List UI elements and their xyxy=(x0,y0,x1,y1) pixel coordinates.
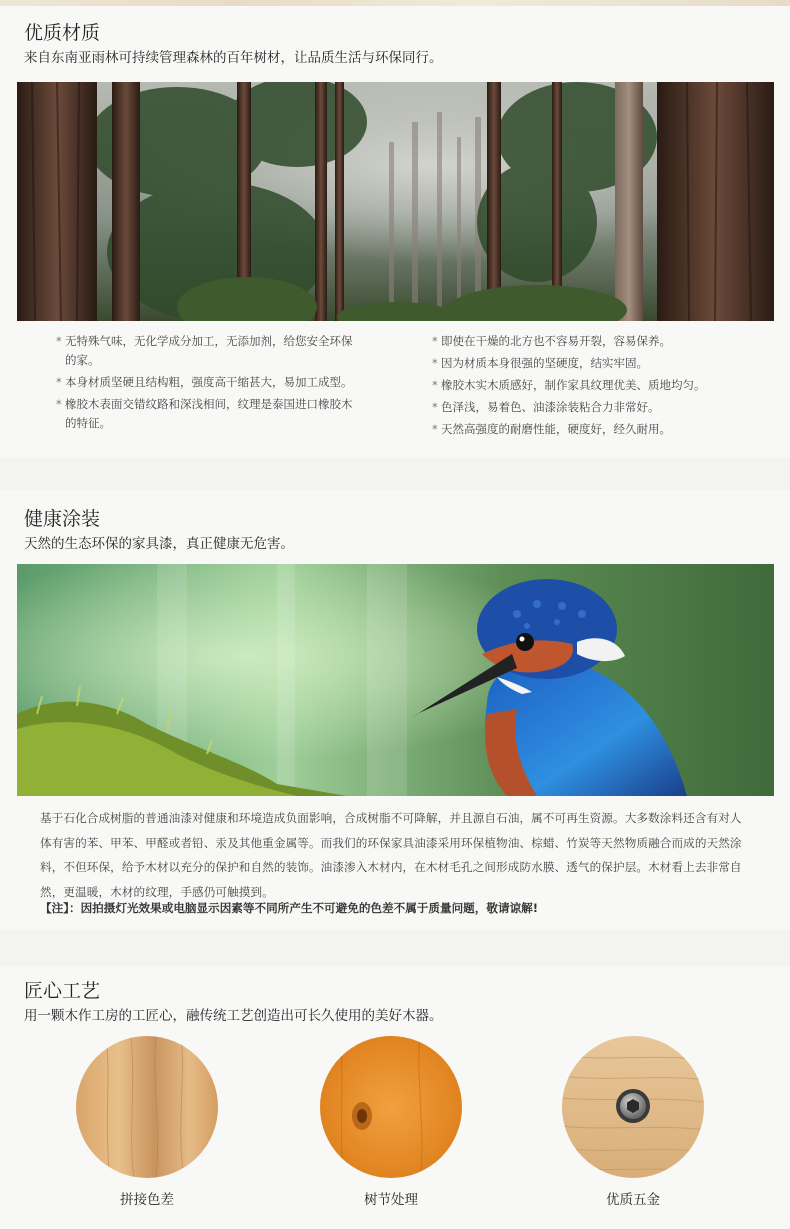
list-item: * 无特殊气味，无化学成分加工，无添加剂，给您安全环保的家。 xyxy=(56,334,353,367)
list-item: * 本身材质坚硬且结构粗，强度高干缩甚大，易加工成型。 xyxy=(56,375,353,389)
craft-item-joint xyxy=(57,1036,237,1208)
material-features-right xyxy=(432,332,752,442)
wood-knot-disc-icon xyxy=(320,1036,462,1178)
craft-item-hardware xyxy=(543,1036,723,1208)
craft-label: 树节处理 xyxy=(364,1192,418,1208)
material-section xyxy=(0,6,790,458)
coating-title: 健康涂装 xyxy=(24,508,101,530)
craft-subtitle: 用一颗木作工房的工匠心，融传统工艺创造出可长久使用的美好木器。 xyxy=(24,1008,443,1024)
craft-label: 拼接色差 xyxy=(120,1192,174,1208)
craft-section xyxy=(0,966,790,1229)
list-item: * 天然高强度的耐磨性能，硬度好，经久耐用。 xyxy=(432,422,671,436)
list-item: * 色泽浅，易着色、油漆涂装粘合力非常好。 xyxy=(432,400,660,414)
color-disclaimer-note: 【注】：因拍摄灯光效果或电脑显示因素等不同所产生不可避免的色差不属于质量问题，敬请谅解! xyxy=(40,901,539,915)
hardware-screw-disc-icon xyxy=(562,1036,704,1178)
coating-subtitle: 天然的生态环保的家具漆，真正健康无危害。 xyxy=(24,536,294,552)
craft-title: 匠心工艺 xyxy=(24,980,101,1002)
kingfisher-photo-icon xyxy=(17,564,774,796)
craft-label: 优质五金 xyxy=(606,1192,660,1208)
list-item: * 橡胶木表面交错纹路和深浅相间，纹理是泰国进口橡胶木的特征。 xyxy=(56,397,353,430)
wood-joint-disc-icon xyxy=(76,1036,218,1178)
coating-description: 基于石化合成树脂的普通油漆对健康和环境造成负面影响，合成树脂不可降解，并且源自石油，属不可再生资源。大多数涂料还含有对人体有害的苯、甲苯、甲醛或者铅、汞及其他重金属等。而我们的环保家具油漆采用环保植物油、棕蜡、竹炭等天然物质融合而成的天然涂料，不但环保，给予木材以充分的保护和自然的装饰。油漆渗入木材内，在木材毛孔之间形成防水膜、透气的保护层。木材看上去非常自然，更温暖，木材的纹理，手感仍可触摸到。 xyxy=(40,811,742,899)
list-item: * 橡胶木实木质感好，制作家具纹理优美、质地均匀。 xyxy=(432,378,706,392)
craft-item-knot xyxy=(301,1036,481,1208)
list-item: * 即使在干燥的北方也不容易开裂，容易保养。 xyxy=(432,334,671,348)
list-item: * 因为材质本身很强的坚硬度，结实牢固。 xyxy=(432,356,648,370)
material-title: 优质材质 xyxy=(24,22,101,44)
forest-photo-icon xyxy=(17,82,774,321)
material-features-left xyxy=(56,332,356,436)
material-subtitle: 来自东南亚雨林可持续管理森林的百年树材，让品质生活与环保同行。 xyxy=(24,50,443,66)
coating-section xyxy=(0,490,790,930)
